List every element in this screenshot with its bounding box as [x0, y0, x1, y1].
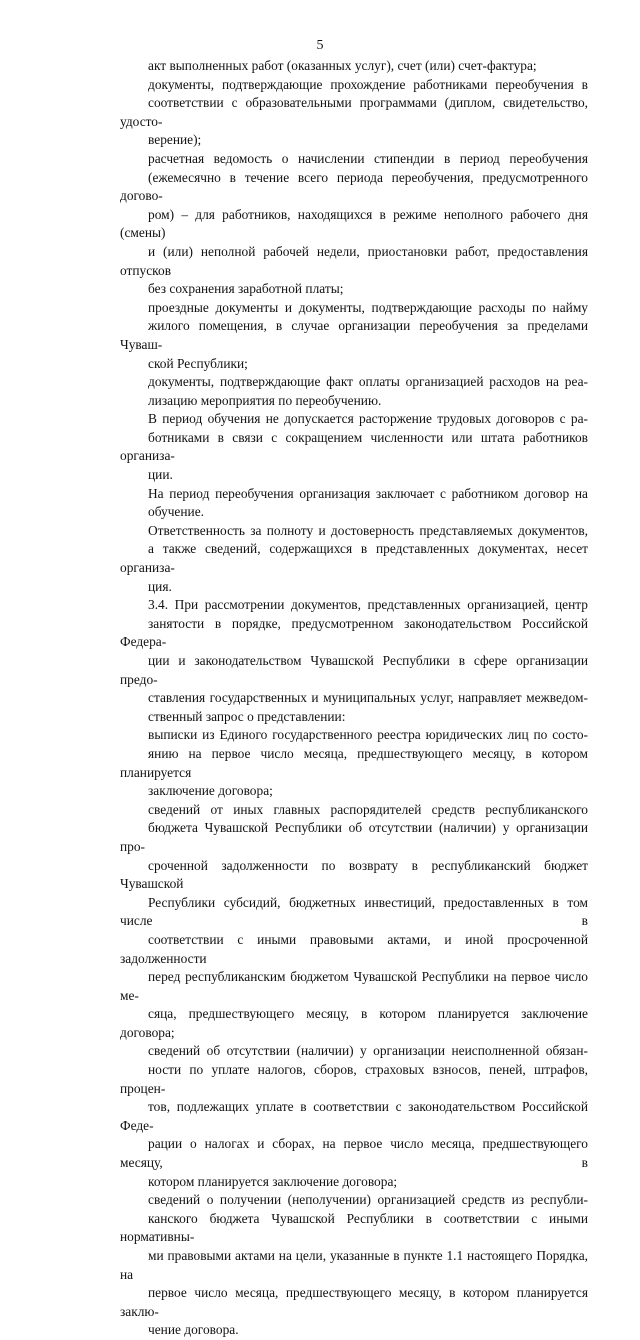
text-line: ция. [148, 578, 172, 594]
paragraph [120, 801, 588, 1043]
text-line: занятости в порядке, предусмотренном законодательством Российской Федера- [120, 615, 588, 650]
paragraph [120, 522, 588, 596]
text-line: чение договора. [148, 1322, 239, 1338]
text-line: 3.4. При рассмотрении документов, представленных организацией, центр [148, 597, 588, 613]
text-line: сяца, предшествующего месяцу, в котором планируется заключение договора; [120, 1006, 588, 1040]
text-line: сведений от иных главных распорядителей средств республиканского [148, 801, 588, 817]
text-line: Ответственность за полноту и достоверность представляемых документов, [148, 522, 588, 538]
paragraph [120, 410, 588, 484]
paragraph [120, 299, 588, 373]
text-line: соответствии с иными правовыми актами, и иной просроченной задолженности [120, 931, 588, 966]
text-line: Республики субсидий, бюджетных инвестиций, предоставленных в том числе в [120, 894, 588, 929]
text-line: перед республиканским бюджетом Чувашской Республики на первое число ме- [120, 969, 588, 1003]
text-line: (ежемесячно в течение всего периода переобучения, предусмотренного догово- [120, 169, 588, 204]
text-line: обучение. [148, 504, 204, 520]
text-line: без сохранения заработной платы; [148, 281, 344, 297]
text-line: проездные документы и документы, подтверждающие расходы по найму [148, 299, 588, 315]
text-line: акт выполненных работ (оказанных услуг), счет (или) счет-фактура; [148, 58, 537, 73]
text-line: ции. [148, 467, 173, 483]
text-line: котором планируется заключение договора; [148, 1173, 398, 1189]
text-line: тов, подлежащих уплате в соответствии с законодательством Российской Феде- [120, 1099, 588, 1133]
text-line: ром) – для работников, находящихся в режиме неполного рабочего дня (смены) [120, 206, 588, 241]
text-line: документы, подтверждающие прохождение работниками переобучения в [148, 76, 588, 92]
paragraph [120, 150, 588, 299]
text-line: первое число месяца, предшествующего месяцу, в котором планируется заклю- [120, 1285, 588, 1319]
text-line: а также сведений, содержащихся в представленных документах, несет организа- [120, 541, 588, 576]
text-line: ми правовыми актами на цели, указанные в пункте 1.1 настоящего Порядка, на [120, 1248, 588, 1282]
text-line: ботниками в связи с сокращением численности или штата работников организа- [120, 429, 588, 464]
text-line: канского бюджета Чувашской Республики в соответствии с иными нормативны- [120, 1210, 588, 1245]
text-line: жилого помещения, в случае организации переобучения за пределами Чуваш- [120, 318, 588, 352]
text-line: верение); [148, 132, 202, 148]
text-line: На период переобучения организация заключает с работником договор на [148, 485, 588, 501]
paragraph [120, 57, 588, 76]
paragraph [120, 726, 588, 800]
text-line: В период обучения не допускается расторжение трудовых договоров с ра- [148, 411, 588, 427]
paragraph [120, 1191, 588, 1340]
text-line: рации о налогах и сборах, на первое число месяца, предшествующего месяцу, в [120, 1136, 588, 1171]
paragraph [120, 76, 588, 150]
paragraph [120, 596, 588, 726]
text-line: сведений об отсутствии (наличии) у организации неисполненной обязан- [148, 1043, 588, 1059]
text-line: документы, подтверждающие факт оплаты организацией расходов на реа- [148, 374, 588, 390]
text-line: бюджета Чувашской Республики об отсутствии (наличии) у организации про- [120, 820, 588, 854]
text-line: ности по уплате налогов, сборов, страховых взносов, пеней, штрафов, процен- [120, 1062, 588, 1096]
page-number: 5 [316, 38, 324, 53]
document-body [120, 57, 588, 1340]
paragraph [120, 373, 588, 410]
text-line: расчетная ведомость о начислении стипендии в период переобучения [148, 150, 588, 166]
text-line: заключение договора; [148, 783, 273, 799]
text-line: сроченной задолженности по возврату в республиканский бюджет Чувашской [120, 857, 588, 892]
text-line: ции и законодательством Чувашской Республики в сфере организации предо- [120, 653, 588, 687]
text-line: янию на первое число месяца, предшествующего месяцу, в котором планируется [120, 745, 588, 780]
text-line: и (или) неполной рабочей недели, приостановки работ, предоставления отпусков [120, 243, 588, 278]
text-line: ской Республики; [148, 355, 248, 371]
paragraph [120, 485, 588, 522]
text-line: выписки из Единого государственного реестра юридических лиц по состо- [148, 727, 588, 743]
text-line: соответствии с образовательными программами (диплом, свидетельство, удосто- [120, 95, 588, 129]
paragraph [120, 1042, 588, 1191]
text-line: ственный запрос о представлении: [148, 708, 346, 724]
text-line: лизацию мероприятия по переобучению. [148, 392, 382, 408]
text-line: сведений о получении (неполучении) организацией средств из республи- [148, 1192, 588, 1208]
text-line: ставления государственных и муниципальных услуг, направляет межведом- [148, 690, 588, 706]
